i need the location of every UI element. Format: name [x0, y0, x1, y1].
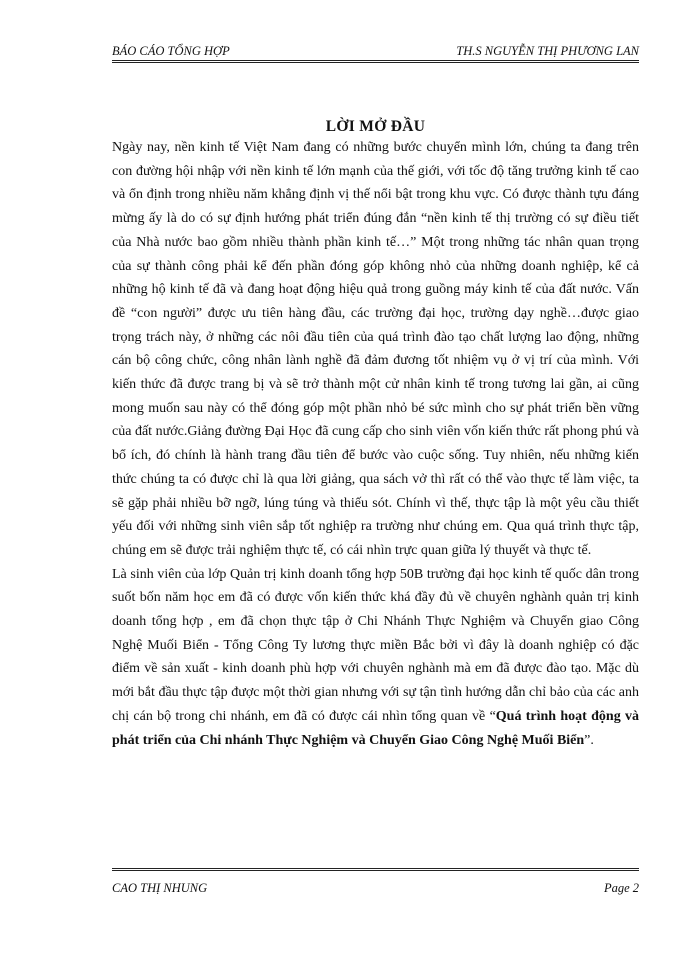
report-topic-bold: Quá trình hoạt động và phát triển của Chi nhánh Thực Nghiệm và Chuyển Giao Công Nghệ Muối Biển: [112, 708, 639, 748]
section-title: LỜI MỞ ĐẦU: [325, 118, 426, 135]
footer-author-name: CAO THỊ NHUNG: [112, 881, 208, 895]
header-report-title: BÁO CÁO TỔNG HỢP: [112, 44, 230, 58]
paragraph-internship-end: ”.: [584, 732, 594, 748]
paragraph-internship-text: Là sinh viên của lớp Quản trị kinh doanh tổng hợp 50B trường đại học kinh tế quốc dân trong suốt bốn năm học em đã có được vốn kiến thức khá đầy đủ về chuyên nghành quản trị kinh doanh tổng hợp , em đã chọn thực tập ở Chi Nhánh Thực Nghiệm và Chuyển giao Công Nghệ Muối Biển - Tổng Công Ty lương thực miền Bắc bởi vì đây là doanh nghiệp có đặc điểm về sản xuất - kinh doanh phù hợp với chuyên nghành mà em đã được đào tạo. Mặc dù mới bắt đầu thực tập được một thời gian nhưng với sự tận tình hướng dẫn chỉ bảo của các anh chị cán bộ trong chi nhánh, em đã có được cái nhìn tổng quan về “: [112, 566, 639, 724]
header-supervisor-name: TH.S NGUYỄN THỊ PHƯƠNG LAN: [456, 44, 639, 58]
paragraph-intro: Ngày nay, nền kinh tế Việt Nam đang có những bước chuyển mình lớn, chúng ta đang trên con đường hội nhập với nền kinh tế lớn mạnh của thế giới, với tốc độ tăng trưởng kinh tế cao và ổn định trong nhiều năm khẳng định vị thế nổi bật trong khu vực. Có được thành tựu đáng mừng ấy là do có sự định hướng phát triển đúng đắn “nền kinh tế thị trường có sự điều tiết của Nhà nước bao gồm nhiều thành phần kinh tế…” Một trong những tác nhân quan trọng của sự thành công phải kể đến phần đóng góp không nhỏ của những doanh nghiệp, kể cả những hộ kinh tế đã và đang hoạt động hiệu quả trong guồng máy kinh tế của đất nước. Vấn đề “con người” được ưu tiên hàng đầu, các trường đại học, trường dạy nghề…được giao trọng trách này, ở những các nôi đầu tiên của quá trình đào tạo chất lượng lao động, những cán bộ công chức, công nhân lành nghề đã đảm đương tốt nhiệm vụ ở vị trí của mình. Với kiến thức đã được trang bị và sẽ trở thành một cử nhân kinh tế trong tương lai gần, ai cũng mong muốn sau này có thể đóng góp một phần nhỏ bé sức mình cho sự phát triển bền vững của đất nước.Giảng đường Đại Học đã cung cấp cho sinh viên vốn kiến thức rất phong phú và bổ ích, đó chính là hành trang đầu tiên để bước vào cuộc sống. Tuy nhiên, nếu những kiến thức chúng ta có được chỉ là qua lời giảng, qua sách vở thì rất có thể vào thực tế làm việc, ta sẽ gặp phải nhiều bỡ ngỡ, lúng túng và thiếu sót. Chính vì thế, thực tập là một yêu cầu thiết yếu đối với những sinh viên sắp tốt nghiệp ra trường như chúng em. Qua quá trình thực tập, chúng em sẽ được trải nghiệm thực tế, có cái nhìn trực quan giữa lý thuyết và thực tế.: [112, 140, 639, 558]
footer-page-number: Page 2: [603, 881, 639, 895]
page-header: [112, 40, 639, 63]
body-content: [112, 136, 639, 752]
page-footer: [112, 868, 639, 893]
paragraph-internship: [112, 563, 639, 753]
